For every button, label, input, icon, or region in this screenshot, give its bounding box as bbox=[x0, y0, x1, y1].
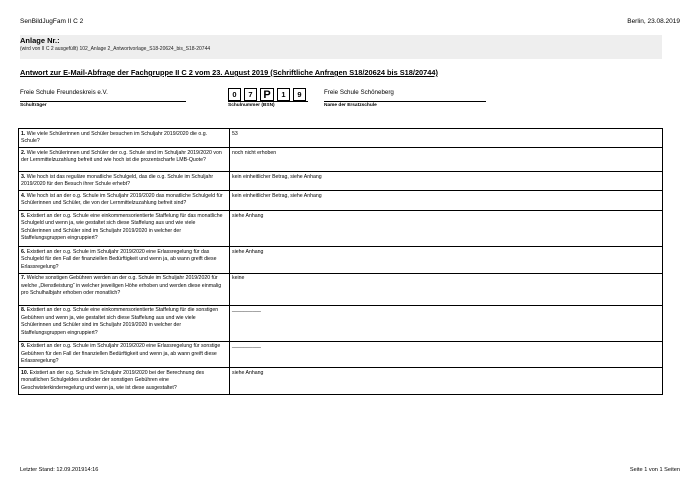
anlage-box bbox=[20, 35, 662, 59]
last-updated: Letzter Stand: 12.09.201914:16 bbox=[20, 467, 99, 473]
schultraeger-label: Schulträger bbox=[20, 103, 47, 108]
question-number: 7. bbox=[21, 275, 26, 282]
questions-table bbox=[18, 128, 663, 395]
schultraeger-line bbox=[20, 101, 186, 102]
question-text: Wie viele Schülerinnen und Schüler der o.g. Schule sind im Schuljahr 2019/2020 von der Lernmittelzuzahlung befreit und wie hoch ist die prozentscharfe LMB-Quote? bbox=[21, 149, 222, 164]
question-cell bbox=[19, 247, 230, 274]
schulnummer-label: Schulnummer (BSN) bbox=[228, 103, 275, 108]
answer-cell: siehe Anhang bbox=[230, 211, 663, 247]
table-row bbox=[19, 247, 663, 274]
question-cell bbox=[19, 172, 230, 191]
question-number: 1. bbox=[21, 130, 26, 137]
question-number: 9. bbox=[21, 343, 26, 350]
question-number: 8. bbox=[21, 307, 26, 314]
schulnummer-digit: 9 bbox=[293, 88, 306, 101]
ersatzschule-label: Name der Ersatzschule bbox=[324, 103, 377, 108]
question-text: Wie viele Schülerinnen und Schüler besuchen im Schuljahr 2019/2020 die o.g. Schule? bbox=[21, 130, 208, 145]
question-text: Wie hoch ist das reguläre monatliche Schulgeld, das die o.g. Schule im Schuljahr 2019/2020 für den Besuch ihrer Schule erhebt? bbox=[21, 173, 214, 188]
answer-cell: __________ bbox=[230, 341, 663, 368]
question-cell bbox=[19, 191, 230, 211]
answer-cell: kein einheitlicher Betrag, siehe Anhang bbox=[230, 191, 663, 211]
question-text: Existiert an der o.g. Schule im Schuljahr 2019/2020 bei der Berechnung des monatlichen Schulgeldes und/oder der sonstigen Gebühren eine Geschwisterkinderregelung und wenn ja, wie ist diese ausgestaltet? bbox=[21, 369, 205, 391]
question-cell bbox=[19, 368, 230, 395]
question-cell bbox=[19, 305, 230, 341]
table-row bbox=[19, 341, 663, 368]
answer-cell: noch nicht erhoben bbox=[230, 148, 663, 172]
schulnummer-boxes bbox=[228, 88, 308, 101]
schulnummer-digit: 1 bbox=[277, 88, 290, 101]
table-row bbox=[19, 148, 663, 172]
schultraeger-value: Freie Schule Freundeskreis e.V. bbox=[20, 89, 108, 96]
table-row bbox=[19, 273, 663, 305]
question-text: Existiert an der o.g. Schule im Schuljahr 2019/2020 eine Erlassregelung für sonstige Gebühren für den Fall der finanziellen Bedürftigkeit und wenn ja, ab wann greift diese Erlassregelung? bbox=[21, 343, 221, 365]
table-row bbox=[19, 305, 663, 341]
anlage-title: Anlage Nr.: bbox=[20, 36, 60, 45]
question-text: Existiert an der o.g. Schule eine einkommensorientierte Staffelung für die sonstigen Gebühren und wenn ja, wie gestaltet sich diese Staffelung aus und wie viele Schülerinnen und Schüler sind im Schuljahr 2019/2020 in welcher der Staffelungsgruppen eingruppiert? bbox=[21, 307, 219, 336]
schulnummer-line bbox=[228, 101, 308, 102]
answer-cell: keine bbox=[230, 273, 663, 305]
table-row bbox=[19, 368, 663, 395]
question-cell bbox=[19, 211, 230, 247]
question-text: Existiert an der o.g. Schule eine einkommensorientierte Staffelung für das monatliche Schulgeld und wenn ja, wie gestaltet sich diese Staffelung aus und wie viele Schülerinnen und Schüler sind im Schuljahr 2019/2020 in welcher der Staffelungsgruppen eingruppiert? bbox=[21, 212, 223, 242]
answer-cell: __________ bbox=[230, 305, 663, 341]
table-row bbox=[19, 129, 663, 148]
question-number: 6. bbox=[21, 248, 26, 255]
table-row bbox=[19, 191, 663, 211]
question-text: Wie hoch ist an der o.g. Schule im Schuljahr 2019/2020 das monatliche Schulgeld für Schülerinnen und Schüler, die von der Lernmittelzuzahlung befreit sind? bbox=[21, 192, 223, 207]
question-text: Welche sonstigen Gebühren werden an der o.g. Schule im Schuljahr 2019/2020 für welche „Dienstleistung“ in welcher jeweiligen Höhe erhoben und werden diese einmalig pro Schulhalbjahr erhoben oder monatlich? bbox=[21, 275, 222, 297]
table-row bbox=[19, 172, 663, 191]
schulnummer-digit: 0 bbox=[228, 88, 241, 101]
department-label: SenBildJugFam II C 2 bbox=[20, 18, 84, 25]
question-cell bbox=[19, 148, 230, 172]
question-cell bbox=[19, 341, 230, 368]
answer-cell: kein einheitlicher Betrag, siehe Anhang bbox=[230, 172, 663, 191]
page-number: Seite 1 von 1 Seiten bbox=[629, 467, 680, 473]
question-text: Existiert an der o.g. Schule im Schuljahr 2019/2020 eine Erlassregelung für das Schulgeld für den Fall der finanziellen Bedürftigkeit und wenn ja, ab wann greift diese Erlassregelung? bbox=[21, 248, 217, 270]
question-number: 5. bbox=[21, 212, 26, 219]
document-headline: Antwort zur E-Mail-Abfrage der Fachgruppe II C 2 vom 23. August 2019 (Schriftliche Anfragen S18/20624 bis S18/20744) bbox=[20, 68, 438, 77]
schulnummer-digit: 7 bbox=[244, 88, 257, 101]
schulnummer-digit: P bbox=[260, 88, 274, 101]
question-number: 3. bbox=[21, 173, 26, 180]
question-cell bbox=[19, 273, 230, 305]
ersatzschule-value: Freie Schule Schöneberg bbox=[324, 89, 394, 96]
question-number: 10. bbox=[21, 369, 29, 376]
question-number: 4. bbox=[21, 192, 26, 199]
date-label: Berlin, 23.08.2019 bbox=[627, 18, 680, 25]
answer-cell: siehe Anhang bbox=[230, 247, 663, 274]
question-cell bbox=[19, 129, 230, 148]
ersatzschule-line bbox=[324, 101, 486, 102]
table-row bbox=[19, 211, 663, 247]
answer-cell: siehe Anhang bbox=[230, 368, 663, 395]
question-number: 2. bbox=[21, 149, 26, 156]
answer-cell: 53 bbox=[230, 129, 663, 148]
anlage-subtitle: (wird von II C 2 ausgefüllt) 102_Anlage 2_Antwortvorlage_S18-20624_bis_S18-20744 bbox=[20, 46, 211, 52]
